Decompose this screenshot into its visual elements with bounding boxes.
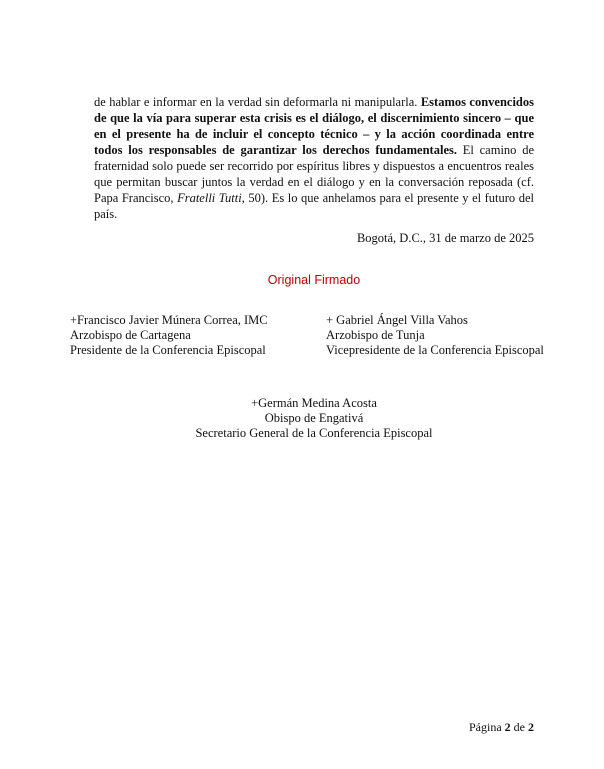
page-label: Página [469, 720, 502, 734]
signatory-name: +Germán Medina Acosta [251, 396, 377, 410]
date-line: Bogotá, D.C., 31 de marzo de 2025 [356, 231, 534, 245]
signatory-role: Arzobispo de Tunja [326, 328, 425, 342]
paragraph-text-3: , 50). Es lo que anhelamos para el presente y el futuro del país. [94, 191, 534, 221]
original-signed-note: Original Firmado [267, 273, 361, 287]
signature-block-vicepresident [326, 313, 544, 358]
signatory-role: Obispo de Engativá [264, 411, 364, 425]
signatory-role: Arzobispo de Cartagena [70, 328, 191, 342]
paragraph-text-2: El camino de fraternidad solo puede ser recorrido por espíritus libres y dispuestos a encuentros reales que permitan buscar juntos la verdad en el diálogo y en la conversación reposada (cf. Papa Francisco, [94, 143, 534, 205]
current-page: 2 [504, 720, 511, 734]
signatory-name: +Francisco Javier Múnera Correa, IMC [70, 313, 268, 327]
total-pages: 2 [528, 720, 534, 734]
page-number [469, 720, 534, 735]
signature-block-secretary [0, 396, 604, 441]
signature-block-president [70, 313, 268, 358]
signatory-position: Vicepresidente de la Conferencia Episcopal [326, 343, 544, 357]
paragraph-text-1: de hablar e informar en la verdad sin deformarla ni manipularla. [94, 95, 421, 109]
signatory-name: + Gabriel Ángel Villa Vahos [326, 313, 468, 327]
signatory-position: Presidente de la Conferencia Episcopal [70, 343, 266, 357]
paragraph-italic-title: Fratelli Tutti [177, 191, 242, 205]
closing-paragraph [94, 94, 534, 222]
signatory-position: Secretario General de la Conferencia Episcopal [195, 426, 433, 440]
of-label: de [513, 720, 525, 734]
paragraph-bold-text: Estamos convencidos de que la vía para superar esta crisis es el diálogo, el discernimiento sincero – que en el presente ha de incluir el concepto técnico – y la acción coordinada entre todos los responsables de garantizar los derechos fundamentales. [94, 95, 534, 157]
